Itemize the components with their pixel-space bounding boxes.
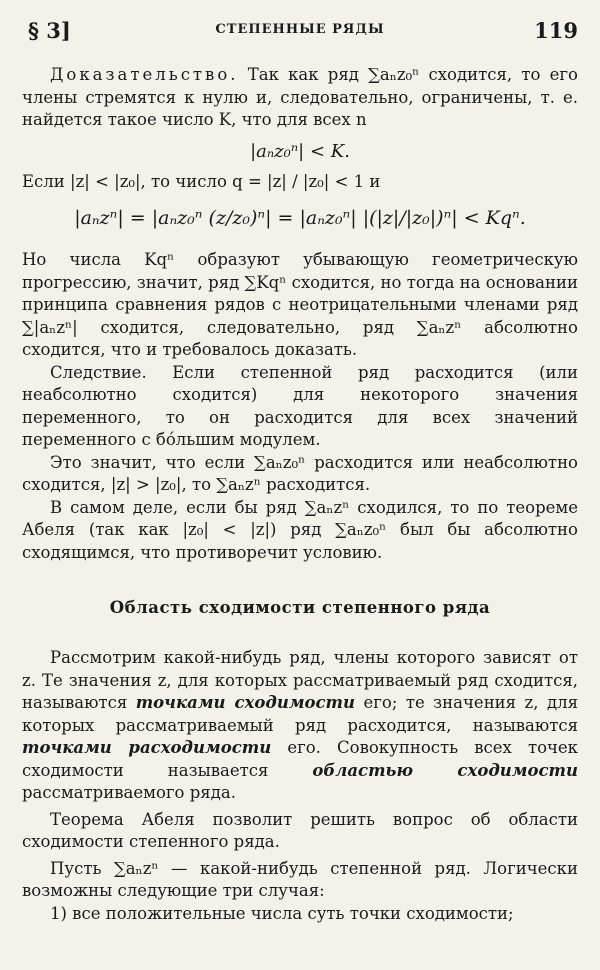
definition-paragraph	[22, 647, 578, 805]
definition-text-1: Рассмотрим какой-нибудь ряд, члены которого зависят от z. Те значения z, для которых рассматриваемый ряд сходится, называются	[22, 648, 578, 712]
term-divergence-points: точками расходимости	[22, 738, 272, 757]
formula-bound: |aₙz₀ⁿ| < K.	[250, 140, 350, 162]
page-number: 119	[534, 18, 578, 43]
formula-estimate: |aₙzⁿ| = |aₙz₀ⁿ (z/z₀)ⁿ| = |aₙz₀ⁿ| |(|z|/|z₀|)ⁿ| < Kqⁿ.	[74, 207, 526, 229]
case-1: 1) все положительные числа суть точки сходимости;	[50, 903, 514, 923]
term-convergence-points: точками сходимости	[135, 693, 356, 712]
proof-paragraph	[22, 64, 578, 132]
proof-text: Так как ряд ∑aₙz₀ⁿ сходится, то его члены стремятся к нулю и, следовательно, ограничены, т. е. найдется такое число K, что для всех n	[22, 65, 578, 129]
indeed-paragraph: В самом деле, если бы ряд ∑aₙzⁿ сходился, то по теореме Абеля (так как |z₀| < |z|) ряд ∑aₙz₀ⁿ был бы абсолютно сходящимся, что противоречит условию.	[22, 497, 578, 562]
meaning-paragraph: Это значит, что если ∑aₙz₀ⁿ расходится или неабсолютно сходится, |z| > |z₀|, то ∑aₙzⁿ расходится.	[22, 452, 578, 494]
abel-paragraph: Теорема Абеля позволит решить вопрос об области сходимости степенного ряда.	[22, 809, 578, 851]
definition-text-3: его. Совокупность всех точек сходимости называется	[22, 738, 578, 780]
geometric-paragraph: Но числа Kqⁿ образуют убывающую геометрическую прогрессию, значит, ряд ∑Kqⁿ сходится, но тогда на основании принципа сравнения рядов с неотрицательными членами ряд ∑|aₙzⁿ| сходится, следовательно, ряд ∑aₙzⁿ абсолютно сходится, что и требовалось доказать.	[22, 250, 578, 359]
proof-label: Доказательство.	[50, 65, 239, 84]
section-heading: Область сходимости степенного ряда	[109, 598, 491, 617]
chapter-title: СТЕПЕННЫЕ РЯДЫ	[215, 22, 385, 37]
if-line: Если |z| < |z₀|, то число q = |z| / |z₀| < 1 и	[22, 171, 381, 191]
section-number: § 3]	[28, 18, 71, 43]
definition-text-4: рассматриваемого ряда.	[22, 783, 236, 802]
definition-text-2: его; те значения z, для которых рассматриваемый ряд расходится, называются	[22, 693, 578, 735]
running-head	[22, 18, 578, 46]
cases-intro-paragraph: Пусть ∑aₙzⁿ — какой-нибудь степенной ряд. Логически возможны следующие три случая:	[22, 858, 578, 900]
corollary-paragraph: Следствие. Если степенной ряд расходится (или неабсолютно сходится) для некоторого значения переменного, то он расходится для всех значений переменного с бо́льшим модулем.	[22, 362, 578, 449]
term-convergence-region: областью сходимости	[312, 760, 578, 780]
